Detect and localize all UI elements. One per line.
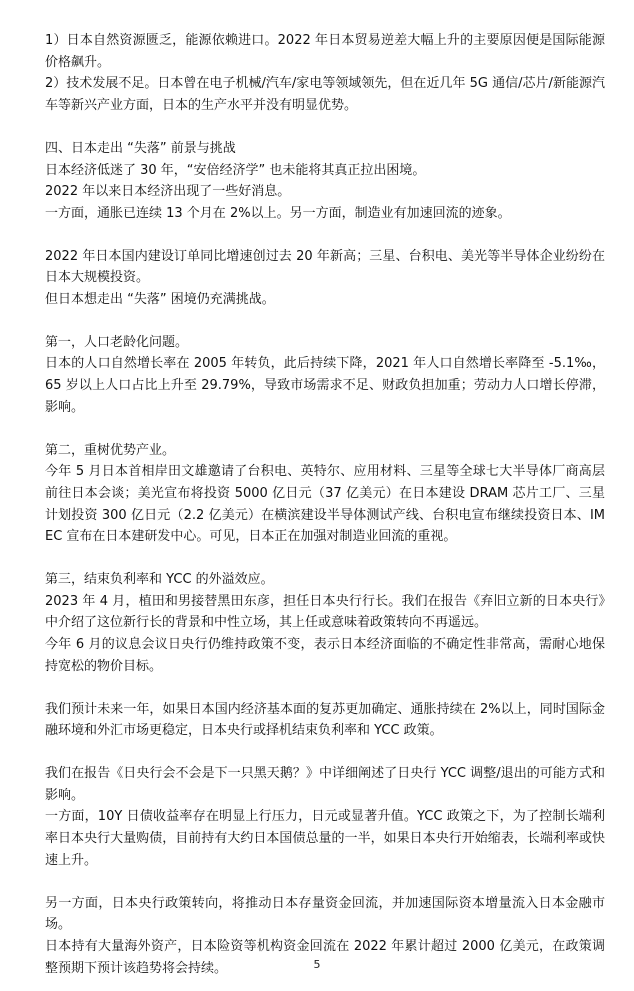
paragraph: 2022 年以来日本经济出现了一些好消息。 — [45, 184, 291, 200]
blank-line — [45, 872, 605, 893]
paragraph: 我们在报告《日央行会不会是下一只黑天鹅？》中详细阐述了日央行 YCC 调整/退出的可能方式和影响。 — [45, 765, 605, 803]
paragraph-block-6 — [45, 569, 605, 678]
document-body — [45, 30, 605, 979]
blank-line — [45, 311, 605, 332]
paragraph: 今年 5 月日本首相岸田文雄邀请了台积电、英特尔、应用材料、三星等全球七大半导体厂商高层前往日本会谈；美光宣布将投资 5000 亿日元（37 亿美元）在日本建设 DRAM 芯片工厂、三星计划投资 300 亿日元（2.2 亿美元）在横滨建设半导体测试产线、台积电宣布继续投资日本、IMEC 宣布在日本建研发中心。可见，日本正在加强对制造业回流的重视。 — [45, 464, 605, 545]
paragraph-block-3 — [45, 246, 605, 311]
paragraph-block-2 — [45, 138, 605, 225]
page-number: 5 — [313, 958, 321, 971]
paragraph: 1）日本自然资源匮乏，能源依赖进口。2022 年日本贸易逆差大幅上升的主要原因便是国际能源价格飙升。 — [45, 33, 605, 70]
subsection-heading: 第一，人口老龄化问题。 — [45, 334, 189, 350]
paragraph: 日本持有大量海外资产，日本险资等机构资金回流在 2022 年累计超过 2000 亿美元，在政策调整预期下预计该趋势将会持续。 — [45, 938, 605, 976]
paragraph: 今年 6 月的议息会议日央行仍维持政策不变，表示日本经济面临的不确定性非常高，需耐心地保持宽松的物价目标。 — [45, 637, 605, 674]
blank-line — [45, 678, 605, 699]
blank-line — [45, 548, 605, 569]
subsection-heading: 第三，结束负利率和 YCC 的外溢效应。 — [45, 572, 274, 588]
paragraph: 一方面，10Y 日债收益率存在明显上行压力，日元或显著升值。YCC 政策之下，为了控制长端利率日本央行大量购债，目前持有大约日本国债总量的一半，如果日本央行开始缩表，长端利率或快速上升。 — [45, 809, 605, 868]
blank-line — [45, 742, 605, 763]
paragraph: 我们预计未来一年，如果日本国内经济基本面的复苏更加确定、通胀持续在 2%以上，同时国际金融环境和外汇市场更稳定，日本央行或择机结束负利率和 YCC 政策。 — [45, 701, 605, 739]
paragraph: 日本经济低迷了 30 年，“安倍经济学” 也未能将其真正拉出困境。 — [45, 162, 426, 178]
section-heading: 四、日本走出 “失落” 前景与挑战 — [45, 140, 236, 156]
blank-line — [45, 419, 605, 440]
subsection-heading: 第二，重树优势产业。 — [45, 442, 176, 458]
paragraph: 2）技术发展不足。日本曾在电子机械/汽车/家电等领域领先，但在近几年 5G 通信/芯片/新能源汽车等新兴产业方面，日本的生产水平并没有明显优势。 — [45, 76, 605, 114]
paragraph-block-7 — [45, 699, 605, 742]
paragraph: 2022 年日本国内建设订单同比增速创过去 20 年新高；三星、台积电、美光等半导体企业纷纷在日本大规模投资。 — [45, 248, 605, 286]
paragraph: 但日本想走出 “失落” 困境仍充满挑战。 — [45, 292, 275, 308]
blank-line — [45, 117, 605, 138]
paragraph: 2023 年 4 月，植田和男接替黑田东彦，担任日本央行行长。我们在报告《弃旧立新的日本央行》中介绍了这位新行长的背景和中性立场，其上任或意味着政策转向不再遥远。 — [45, 593, 605, 631]
paragraph: 日本的人口自然增长率在 2005 年转负，此后持续下降，2021 年人口自然增长率降至 -5.1‰，65 岁以上人口占比上升至 29.79%，导致市场需求不足、财政负担加重；劳动力人口增长停滞，影响。 — [45, 356, 605, 415]
paragraph-block-8 — [45, 763, 605, 872]
paragraph: 另一方面，日本央行政策转向，将推动日本存量资金回流，并加速国际资本增量流入日本金融市场。 — [45, 895, 605, 933]
paragraph-block-4 — [45, 332, 605, 419]
paragraph-block-5 — [45, 440, 605, 549]
paragraph-block-1 — [45, 30, 605, 117]
blank-line — [45, 225, 605, 246]
paragraph: 一方面，通胀已连续 13 个月在 2%以上。另一方面，制造业有加速回流的迹象。 — [45, 205, 511, 221]
